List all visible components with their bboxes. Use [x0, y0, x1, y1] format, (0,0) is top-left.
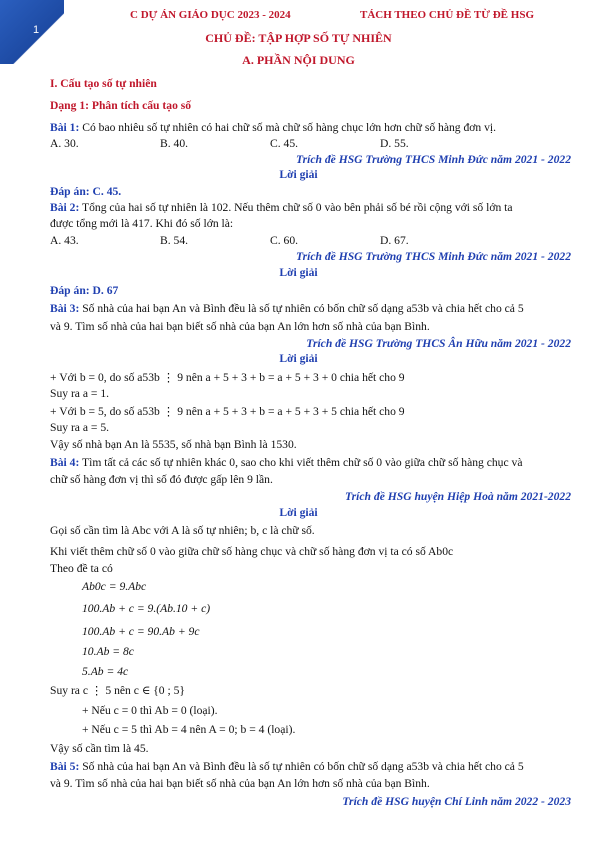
exercise-source: Trích đề HSG huyện Chí Linh năm 2022 - 2023 — [342, 795, 571, 808]
option-a: A. 43. — [50, 234, 79, 247]
solution-line: Vậy số nhà bạn An là 5535, số nhà bạn Bình là 1530. — [50, 438, 297, 451]
exercise-label: Bài 2: — [50, 201, 80, 214]
solution-line: Suy ra a = 1. — [50, 387, 110, 400]
exercise-2 — [50, 201, 575, 214]
part-title: A. PHẦN NỘI DUNG — [242, 53, 355, 67]
solution-line: + Với b = 0, do số a53b ⋮ 9 nên a + 5 + 3 + b = a + 5 + 3 + 0 chia hết cho 9 — [50, 371, 405, 384]
exercise-text: Có bao nhiêu số tự nhiên có hai chữ số mà chữ số hàng chục lớn hơn chữ số hàng đơn vị. — [82, 121, 497, 134]
option-b: B. 40. — [160, 137, 189, 150]
solution-line: Vậy số cần tìm là 45. — [50, 742, 149, 755]
answer-line — [50, 185, 575, 198]
solution-line: Gọi số cần tìm là Abc với A là số tự nhiên; b, c là chữ số. — [50, 524, 315, 537]
exercise-source: Trích đề HSG huyện Hiệp Hoà năm 2021-2022 — [345, 490, 571, 503]
exercise-label: Bài 5: — [50, 760, 80, 773]
answer-label: Đáp án: — [50, 185, 90, 198]
exercise-text: Số nhà của hai bạn An và Bình đều là số tự nhiên có bốn chữ số dạng a53b và chia hết cho cả 5 — [82, 760, 524, 773]
section-heading: I. Cấu tạo số tự nhiên — [50, 77, 157, 90]
option-c: C. 60. — [270, 234, 299, 247]
answer-label: Đáp án: — [50, 284, 90, 297]
exercise-3 — [50, 302, 575, 315]
exercise-text: Tìm tất cả các số tự nhiên khác 0, sao cho khi viết thêm chữ số 0 vào giữa chữ số hàng chục và — [82, 456, 523, 469]
exercise-5 — [50, 760, 575, 773]
exercise-text: Số nhà của hai bạn An và Bình đều là số tự nhiên có bốn chữ số dạng a53b và chia hết cho cả 5 — [82, 302, 524, 315]
exercise-label: Bài 4: — [50, 456, 80, 469]
page-number: 1 — [33, 24, 40, 36]
exercise-text-cont: chữ số hàng đơn vị thì số đó được gấp lên 9 lần. — [50, 473, 273, 486]
exercise-source: Trích đề HSG Trường THCS Minh Đức năm 2021 - 2022 — [296, 250, 571, 263]
exercise-source: Trích đề HSG Trường THCS Minh Đức năm 2021 - 2022 — [296, 153, 571, 166]
solution-line: Suy ra c ⋮ 5 nên c ∈ {0 ; 5} — [50, 684, 185, 697]
answer-value: D. 67 — [92, 284, 119, 297]
solution-line: Suy ra a = 5. — [50, 421, 110, 434]
equation: Ab0c = 9.Abc — [82, 580, 147, 593]
solution-line: Theo đề ta có — [50, 562, 113, 575]
header-right: TÁCH THEO CHỦ ĐỀ TỪ ĐỀ HSG — [360, 9, 534, 21]
exercise-4 — [50, 456, 575, 469]
exercise-source: Trích đề HSG Trường THCS Ân Hữu năm 2021 - 2022 — [306, 337, 571, 350]
type-heading: Dạng 1: Phân tích cấu tạo số — [50, 99, 192, 112]
exercise-text: Tổng của hai số tự nhiên là 102. Nếu thêm chữ số 0 vào bên phải số bé rồi cộng với số lớn ta — [82, 201, 513, 214]
exercise-text-cont: và 9. Tìm số nhà của hai bạn biết số nhà của bạn An lớn hơn số nhà của bạn Bình. — [50, 777, 430, 790]
exercise-label: Bài 3: — [50, 302, 80, 315]
equation: 100.Ab + c = 90.Ab + 9c — [82, 625, 200, 638]
option-a: A. 30. — [50, 137, 79, 150]
answer-value: C. 45. — [92, 185, 122, 198]
solution-label: Lời giải — [279, 506, 318, 519]
solution-line: + Với b = 5, do số a53b ⋮ 9 nên a + 5 + 3 + b = a + 5 + 3 + 5 chia hết cho 9 — [50, 405, 405, 418]
solution-label: Lời giải — [279, 352, 318, 365]
exercise-text-cont: và 9. Tìm số nhà của hai bạn biết số nhà của bạn An lớn hơn số nhà của bạn Bình. — [50, 320, 430, 333]
solution-line: Khi viết thêm chữ số 0 vào giữa chữ số hàng chục và chữ số hàng đơn vị ta có số Ab0c — [50, 545, 454, 558]
solution-line: + Nếu c = 5 thì Ab = 4 nên A = 0; b = 4 (loại). — [82, 723, 296, 736]
topic-title: CHỦ ĐỀ: TẬP HỢP SỐ TỰ NHIÊN — [205, 31, 392, 45]
answer-line — [50, 284, 575, 297]
option-d: D. 55. — [380, 137, 409, 150]
exercise-text-cont: được tổng mới là 417. Khi đó số lớn là: — [50, 217, 234, 230]
equation: 100.Ab + c = 9.(Ab.10 + c) — [82, 602, 211, 615]
equation: 10.Ab = 8c — [82, 645, 134, 658]
solution-line: + Nếu c = 0 thì Ab = 0 (loại). — [82, 704, 218, 717]
solution-label: Lời giải — [279, 168, 318, 181]
header-left: C DỰ ÁN GIÁO DỤC 2023 - 2024 — [130, 9, 291, 21]
equation: 5.Ab = 4c — [82, 665, 129, 678]
option-c: C. 45. — [270, 137, 299, 150]
option-d: D. 67. — [380, 234, 409, 247]
solution-label: Lời giải — [279, 266, 318, 279]
exercise-1 — [50, 121, 575, 134]
option-b: B. 54. — [160, 234, 189, 247]
exercise-label: Bài 1: — [50, 121, 80, 134]
